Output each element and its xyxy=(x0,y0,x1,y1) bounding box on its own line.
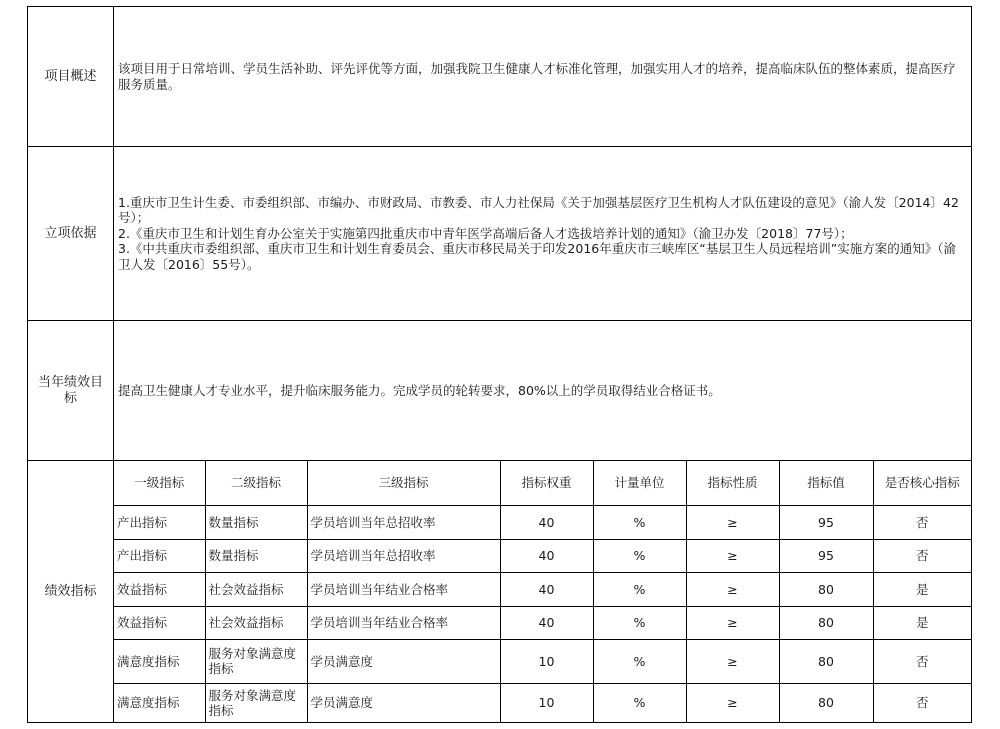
cell-core: 否 xyxy=(873,683,971,722)
cell-level1: 产出指标 xyxy=(114,539,205,572)
cell-value: 80 xyxy=(779,683,873,722)
cell-weight: 40 xyxy=(500,606,593,639)
basis-item: 3.《中共重庆市委组织部、重庆市卫生和计划生育委员会、重庆市移民局关于印发2016年重庆市三峡库区“基层卫生人员远程培训”实施方案的通知》（渝卫人发〔2016〕55号）。 xyxy=(118,241,956,272)
metrics-label: 绩效指标 xyxy=(28,461,114,722)
cell-weight: 40 xyxy=(500,539,593,572)
goal-content xyxy=(114,321,971,460)
cell-weight: 10 xyxy=(500,639,593,683)
cell-nature: ≥ xyxy=(686,683,779,722)
cell-level3: 学员满意度 xyxy=(307,683,500,722)
cell-core: 是 xyxy=(873,606,971,639)
table-row xyxy=(114,572,971,606)
cell-level3: 学员培训当年结业合格率 xyxy=(307,606,500,639)
metrics-row xyxy=(28,461,971,722)
table-row xyxy=(114,606,971,639)
cell-level1: 效益指标 xyxy=(114,606,205,639)
header-weight: 指标权重 xyxy=(500,461,593,505)
cell-unit: % xyxy=(593,683,686,722)
cell-core: 否 xyxy=(873,505,971,539)
overview-row xyxy=(28,7,971,147)
header-level2: 二级指标 xyxy=(205,461,307,505)
cell-level1: 满意度指标 xyxy=(114,639,205,683)
cell-level2: 数量指标 xyxy=(205,539,307,572)
header-unit: 计量单位 xyxy=(593,461,686,505)
performance-table xyxy=(27,6,972,723)
cell-value: 80 xyxy=(779,639,873,683)
cell-unit: % xyxy=(593,539,686,572)
basis-row xyxy=(28,147,971,321)
overview-text: 该项目用于日常培训、学员生活补助、评先评优等方面，加强我院卫生健康人才标准化管理，加强实用人才的培养，提高临床队伍的整体素质，提高医疗服务质量。 xyxy=(118,61,956,92)
overview-label: 项目概述 xyxy=(28,7,114,146)
cell-level2: 数量指标 xyxy=(205,505,307,539)
cell-level3: 学员培训当年总招收率 xyxy=(307,505,500,539)
cell-nature: ≥ xyxy=(686,539,779,572)
basis-content xyxy=(114,147,971,320)
cell-level2: 服务对象满意度指标 xyxy=(205,683,307,722)
metrics-grid xyxy=(114,461,971,722)
overview-content xyxy=(114,7,971,146)
cell-core: 否 xyxy=(873,539,971,572)
header-level3: 三级指标 xyxy=(307,461,500,505)
table-row xyxy=(114,639,971,683)
header-level1: 一级指标 xyxy=(114,461,205,505)
header-value: 指标值 xyxy=(779,461,873,505)
basis-item: 1.重庆市卫生计生委、市委组织部、市编办、市财政局、市教委、市人力社保局《关于加强基层医疗卫生机构人才队伍建设的意见》（渝人发〔2014〕42号）； xyxy=(118,194,959,226)
cell-value: 95 xyxy=(779,539,873,572)
cell-nature: ≥ xyxy=(686,572,779,606)
cell-core: 否 xyxy=(873,639,971,683)
goal-row xyxy=(28,321,971,461)
cell-value: 80 xyxy=(779,606,873,639)
cell-level3: 学员培训当年结业合格率 xyxy=(307,572,500,606)
cell-nature: ≥ xyxy=(686,606,779,639)
cell-unit: % xyxy=(593,505,686,539)
header-core: 是否核心指标 xyxy=(873,461,971,505)
cell-core: 是 xyxy=(873,572,971,606)
cell-value: 80 xyxy=(779,572,873,606)
cell-level3: 学员满意度 xyxy=(307,639,500,683)
cell-level1: 产出指标 xyxy=(114,505,205,539)
cell-level1: 效益指标 xyxy=(114,572,205,606)
cell-nature: ≥ xyxy=(686,505,779,539)
metrics-header-row xyxy=(114,461,971,505)
basis-item: 2.《重庆市卫生和计划生育办公室关于实施第四批重庆市中青年医学高端后备人才选拔培养计划的通知》（渝卫办发〔2018〕77号）； xyxy=(118,225,853,241)
cell-weight: 40 xyxy=(500,572,593,606)
cell-level2: 社会效益指标 xyxy=(205,572,307,606)
goal-label: 当年绩效目标 xyxy=(28,321,114,460)
cell-level2: 服务对象满意度指标 xyxy=(205,639,307,683)
cell-nature: ≥ xyxy=(686,639,779,683)
cell-unit: % xyxy=(593,606,686,639)
cell-value: 95 xyxy=(779,505,873,539)
cell-level2: 社会效益指标 xyxy=(205,606,307,639)
basis-label: 立项依据 xyxy=(28,147,114,320)
goal-text: 提高卫生健康人才专业水平，提升临床服务能力。完成学员的轮转要求，80%以上的学员取得结业合格证书。 xyxy=(118,382,721,398)
table-row xyxy=(114,683,971,722)
cell-level3: 学员培训当年总招收率 xyxy=(307,539,500,572)
table-row xyxy=(114,539,971,572)
cell-weight: 10 xyxy=(500,683,593,722)
cell-unit: % xyxy=(593,639,686,683)
header-nature: 指标性质 xyxy=(686,461,779,505)
cell-weight: 40 xyxy=(500,505,593,539)
table-row xyxy=(114,505,971,539)
cell-level1: 满意度指标 xyxy=(117,695,180,711)
cell-unit: % xyxy=(593,572,686,606)
